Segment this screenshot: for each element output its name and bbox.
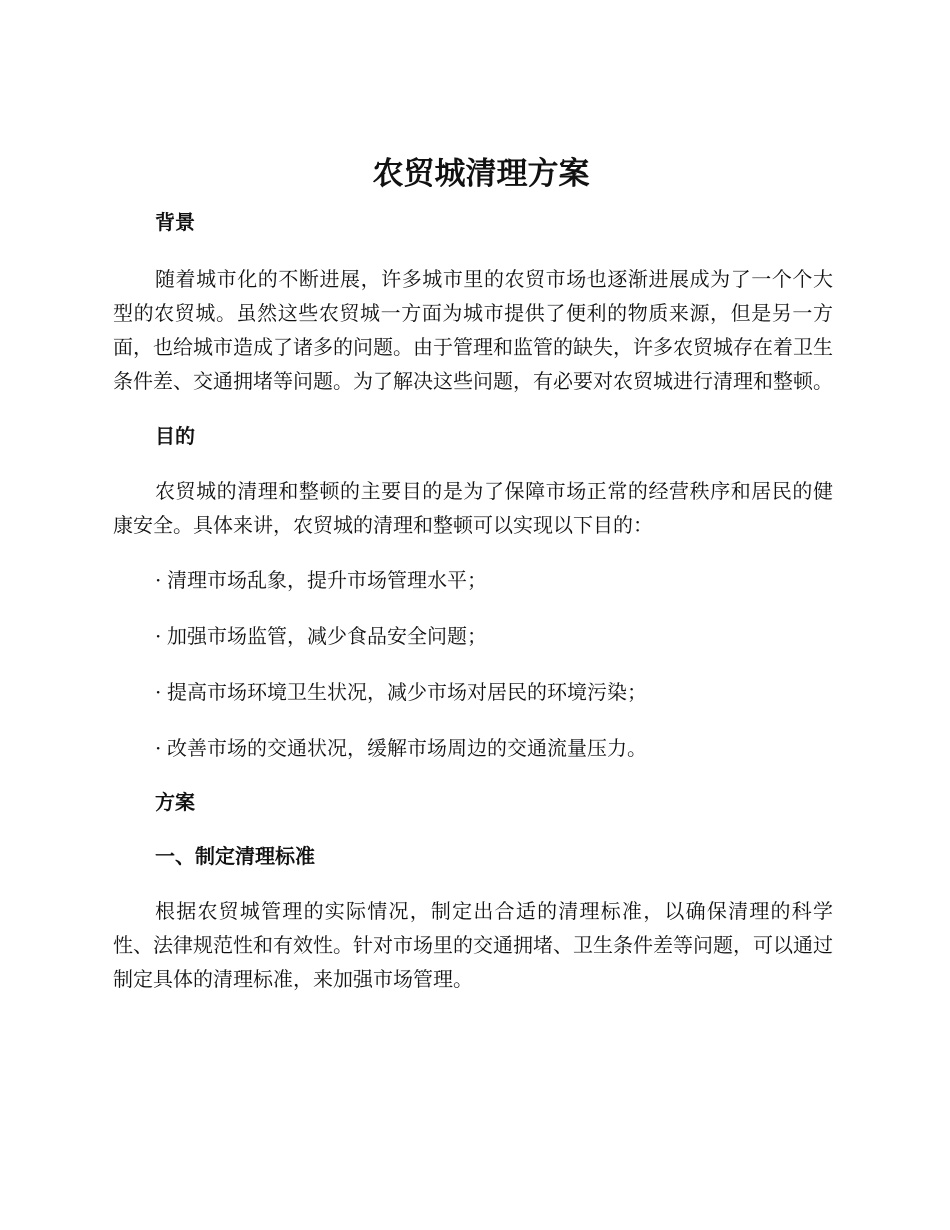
bullet-marker: · [155,736,162,760]
bullet-text: 改善市场的交通状况，缓解市场周边的交通流量压力。 [167,736,647,760]
document-title: 农贸城清理方案 [372,156,590,192]
purpose-bullet-2 [113,622,833,650]
section-heading-purpose: 目的 [155,424,195,448]
plan-paragraph: 根据农贸城管理的实际情况，制定出合适的清理标准，以确保清理的科学性、法律规范性和有效性。针对市场里的交通拥堵、卫生条件差等问题，可以通过制定具体的清理标准，来加强市场管理。 [113,899,833,991]
bullet-text: 提高市场环境卫生状况，减少市场对居民的环境污染； [167,680,647,704]
bullet-marker: · [155,680,162,704]
bullet-text: 清理市场乱象，提升市场管理水平； [167,568,487,592]
purpose-bullet-4 [113,734,833,762]
background-paragraph: 随着城市化的不断进展，许多城市里的农贸市场也逐渐进展成为了一个个大型的农贸城。虽然这些农贸城一方面为城市提供了便利的物质来源，但是另一方面，也给城市造成了诸多的问题。由于管理和监管的缺失，许多农贸城存在着卫生条件差、交通拥堵等问题。为了解决这些问题，有必要对农贸城进行清理和整顿。 [113,267,833,393]
purpose-bullet-1 [113,566,833,594]
section-heading-plan: 方案 [155,790,195,814]
bullet-marker: · [155,624,162,648]
section-heading-background: 背景 [155,210,195,234]
purpose-paragraph: 农贸城的清理和整顿的主要目的是为了保障市场正常的经营秩序和居民的健康安全。具体来讲，农贸城的清理和整顿可以实现以下目的： [113,479,833,537]
plan-subheading: 一、制定清理标准 [155,844,315,868]
bullet-marker: · [155,568,162,592]
bullet-text: 加强市场监管，减少食品安全问题； [167,624,487,648]
purpose-bullet-3 [113,678,833,706]
document-page [113,150,833,996]
